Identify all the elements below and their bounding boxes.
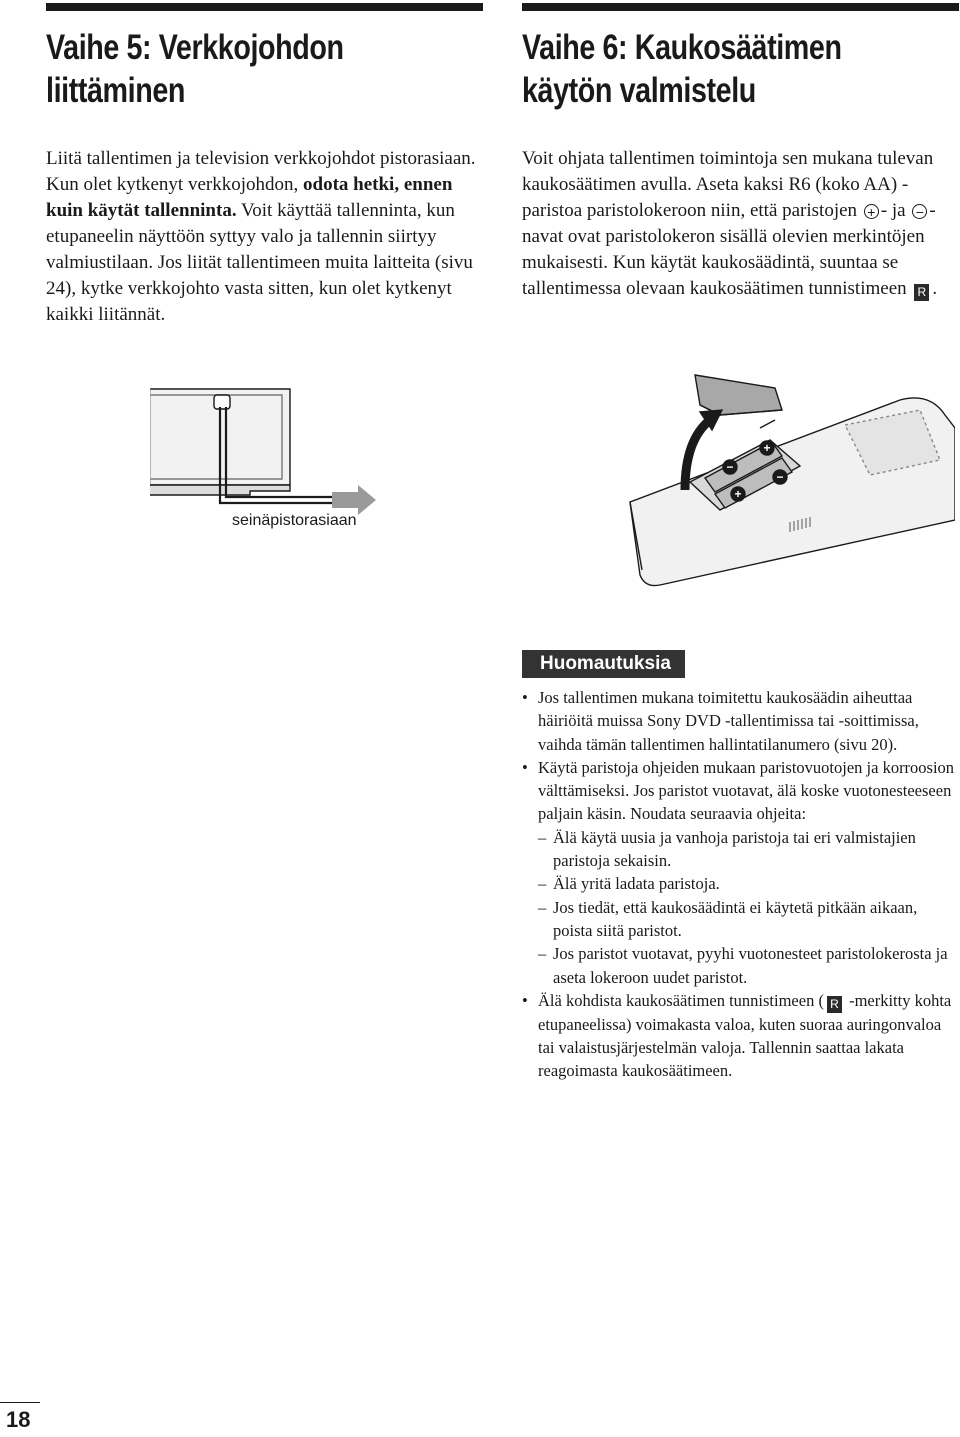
remote-sensor-icon: R <box>914 284 929 301</box>
step6-text-d: . <box>932 278 938 299</box>
step6-heading <box>522 26 880 112</box>
power-cord-illustration <box>150 385 390 515</box>
step6-heading-text: Vaihe 6: Kaukosäätimen käytön valmistelu <box>522 28 842 110</box>
wall-outlet-label: seinäpistorasiaan <box>232 512 357 529</box>
note-item-text: Älä kohdista kaukosäätimen tunnistimeen ( <box>538 990 824 1010</box>
right-column <box>522 0 959 302</box>
note-subitem: – Jos paristot vuotavat, pyyhi vuotonesteet paristolokerosta ja aseta lokeroon uudet paristot. <box>538 942 959 989</box>
notes-heading: Huomautuksia <box>522 650 685 678</box>
note-subitem: – Älä yritä ladata paristoja. <box>538 872 959 895</box>
note-item-text: -merkitty kohta etupaneelissa) voimakasta valoa, kuten suoraa auringonvaloa tai valaistusjärjestelmän valoja. Tallennin saattaa lakata reagoimasta kaukosäätimeen. <box>538 990 952 1081</box>
step5-text-1: Liitä tallentimen ja television verkkojohdot pistorasiaan. Kun olet kytkenyt verkkojohdon, <box>46 148 476 195</box>
battery-minus-mark: − <box>776 470 784 484</box>
step6-text-c: -navat ovat paristolokeron sisällä olevien merkintöjen mukaisesti. Kun käytät kaukosäädintä, suuntaa se tallentimessa olevaan kaukosäätimen tunnistimeen <box>522 200 936 299</box>
step5-heading <box>46 26 404 112</box>
heading-rule <box>46 3 483 11</box>
plus-pole-icon: + <box>864 204 879 219</box>
note-subitem: – Älä käytä uusia ja vanhoja paristoja tai eri valmistajien paristoja sekaisin. <box>538 826 959 873</box>
step6-text-a: Voit ohjata tallentimen toimintoja sen mukana tulevan kaukosäätimen avulla. Aseta kaksi R6 (koko AA) -paristoa paristolokeroon niin, että paristojen <box>522 148 934 221</box>
remote-sensor-icon: R <box>827 996 842 1013</box>
minus-pole-icon: − <box>912 204 927 219</box>
left-column <box>46 0 483 328</box>
step6-text-b: - ja <box>880 200 906 221</box>
step5-text-bold: odota hetki, ennen kuin käytät tallenninta. <box>46 174 453 221</box>
battery-minus-mark: − <box>726 460 734 474</box>
note-sublist <box>522 826 959 989</box>
battery-plus-mark: + <box>763 441 771 455</box>
note-subitem: – Jos tiedät, että kaukosäädintä ei käytetä pitkään aikaan, poista siitä paristot. <box>538 896 959 943</box>
note-item: • Jos tallentimen mukana toimitettu kaukosäädin aiheuttaa häiriöitä muissa Sony DVD -tallentimissa tai -soittimissa, vaihda tämän tallentimen hallintatilanumero (sivu 20). <box>522 686 959 756</box>
note-item <box>522 756 959 989</box>
notes-section <box>522 650 959 1083</box>
step6-body <box>522 146 959 302</box>
remote-battery-illustration <box>600 370 955 590</box>
note-item <box>522 989 959 1083</box>
note-item-text: Käytä paristoja ohjeiden mukaan paristovuotojen ja korroosion välttämiseksi. Jos paristot vuotavat, älä koske vuotonesteeseen paljain käsin. Noudata seuraavia ohjeita: <box>538 757 955 824</box>
step5-text-2: Voit käyttää tallenninta, kun etupaneelin näyttöön syttyy valo ja tallennin siirtyy valmiustilaan. Jos liität tallentimeen muita laitteita (sivu 24), kytke verkkojohto vasta sitten, kun olet kytkenyt kaikki liitännät. <box>46 200 473 325</box>
step5-heading-text: Vaihe 5: Verkkojohdon liittäminen <box>46 28 344 110</box>
page-number: 18 <box>0 1402 40 1435</box>
step5-body <box>46 146 483 328</box>
notes-list <box>522 686 959 1083</box>
battery-plus-mark: + <box>734 487 742 501</box>
heading-rule <box>522 3 959 11</box>
